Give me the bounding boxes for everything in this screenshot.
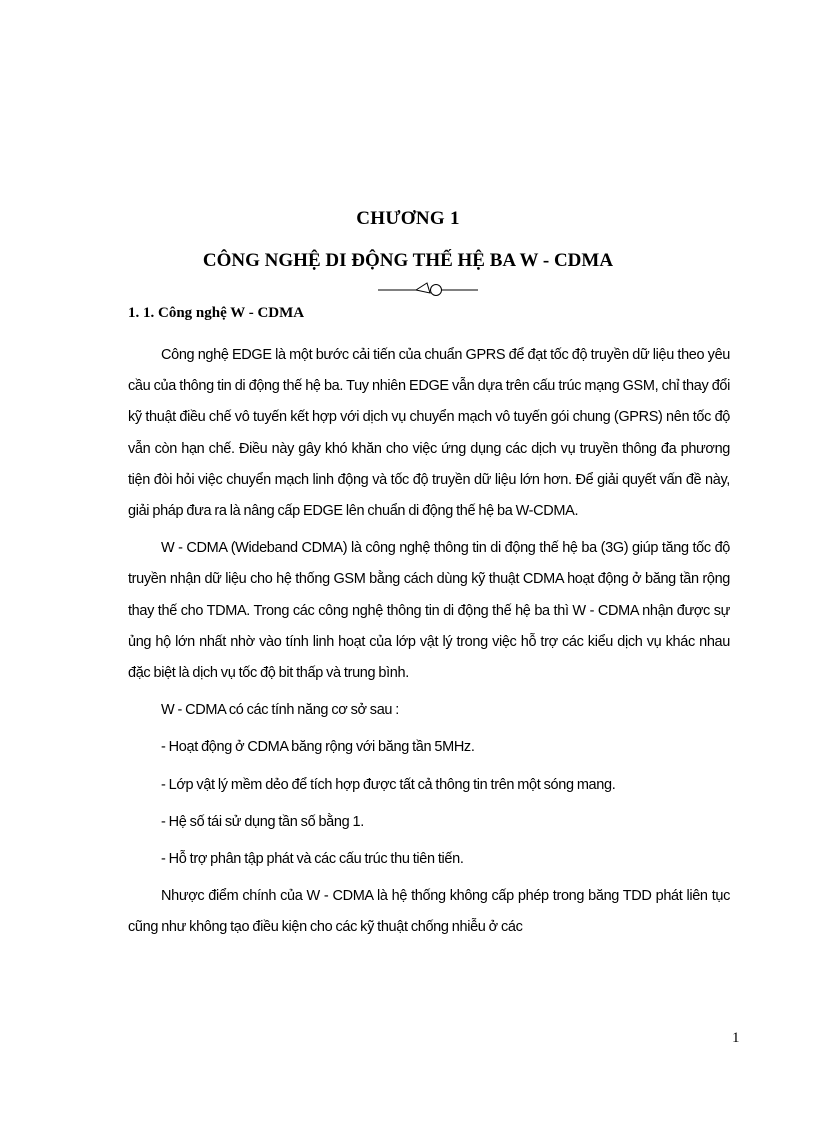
divider-ornament-icon xyxy=(378,280,478,300)
body-text xyxy=(128,340,730,950)
features-intro: W - CDMA có các tính năng cơ sở sau : xyxy=(161,702,399,719)
feature-item: - Hoạt động ở CDMA băng rộng với băng tần 5MHz. xyxy=(161,739,475,756)
chapter-title: CHƯƠNG 1 xyxy=(356,208,460,229)
section-heading: 1. 1. Công nghệ W - CDMA xyxy=(128,305,305,321)
feature-item: - Hỗ trợ phân tập phát và các cấu trúc thu tiên tiến. xyxy=(161,851,464,868)
closing-paragraph: Nhược điểm chính của W - CDMA là hệ thống không cấp phép trong băng TDD phát liên tục cũng như không tạo điều kiện cho các kỹ thuật chống nhiễu ở các xyxy=(128,888,730,936)
feature-item: - Hệ số tái sử dụng tần số bằng 1. xyxy=(161,813,364,830)
chapter-subtitle: CÔNG NGHỆ DI ĐỘNG THẾ HỆ BA W - CDMA xyxy=(202,250,614,271)
paragraph: W - CDMA (Wideband CDMA) là công nghệ thông tin di động thế hệ ba (3G) giúp tăng tốc độ truyền nhận dữ liệu cho hệ thống GSM bằng cách dùng kỹ thuật CDMA hoạt động ở băng tần rộng thay thế cho TDMA. Trong các công nghệ thông tin di động thế hệ ba thì W - CDMA nhận được sự ủng hộ lớn nhất nhờ vào tính linh hoạt của lớp vật lý trong việc hỗ trợ các kiểu dịch vụ khác nhau đặc biệt là dịch vụ tốc độ bit thấp và trung bình. xyxy=(128,540,730,682)
paragraph: Công nghệ EDGE là một bước cải tiến của chuẩn GPRS để đạt tốc độ truyền dữ liệu theo yêu cầu của thông tin di động thế hệ ba. Tuy nhiên EDGE vẫn dựa trên cấu trúc mạng GSM, chỉ thay đổi kỹ thuật điều chế vô tuyến kết hợp với dịch vụ chuyển mạch vô tuyến gói chung (GPRS) nên tốc độ vẫn còn hạn chế. Điều này gây khó khăn cho việc ứng dụng các dịch vụ truyền thông đa phương tiện đòi hỏi việc chuyển mạch linh động và tốc độ truyền dữ liệu lớn hơn. Để giải quyết vấn đề này, giải pháp đưa ra là nâng cấp EDGE lên chuẩn di động thế hệ ba W-CDMA. xyxy=(128,347,730,520)
page-number: 1 xyxy=(732,1030,740,1046)
feature-item: - Lớp vật lý mềm dẻo để tích hợp được tất cả thông tin trên một sóng mang. xyxy=(161,776,616,793)
